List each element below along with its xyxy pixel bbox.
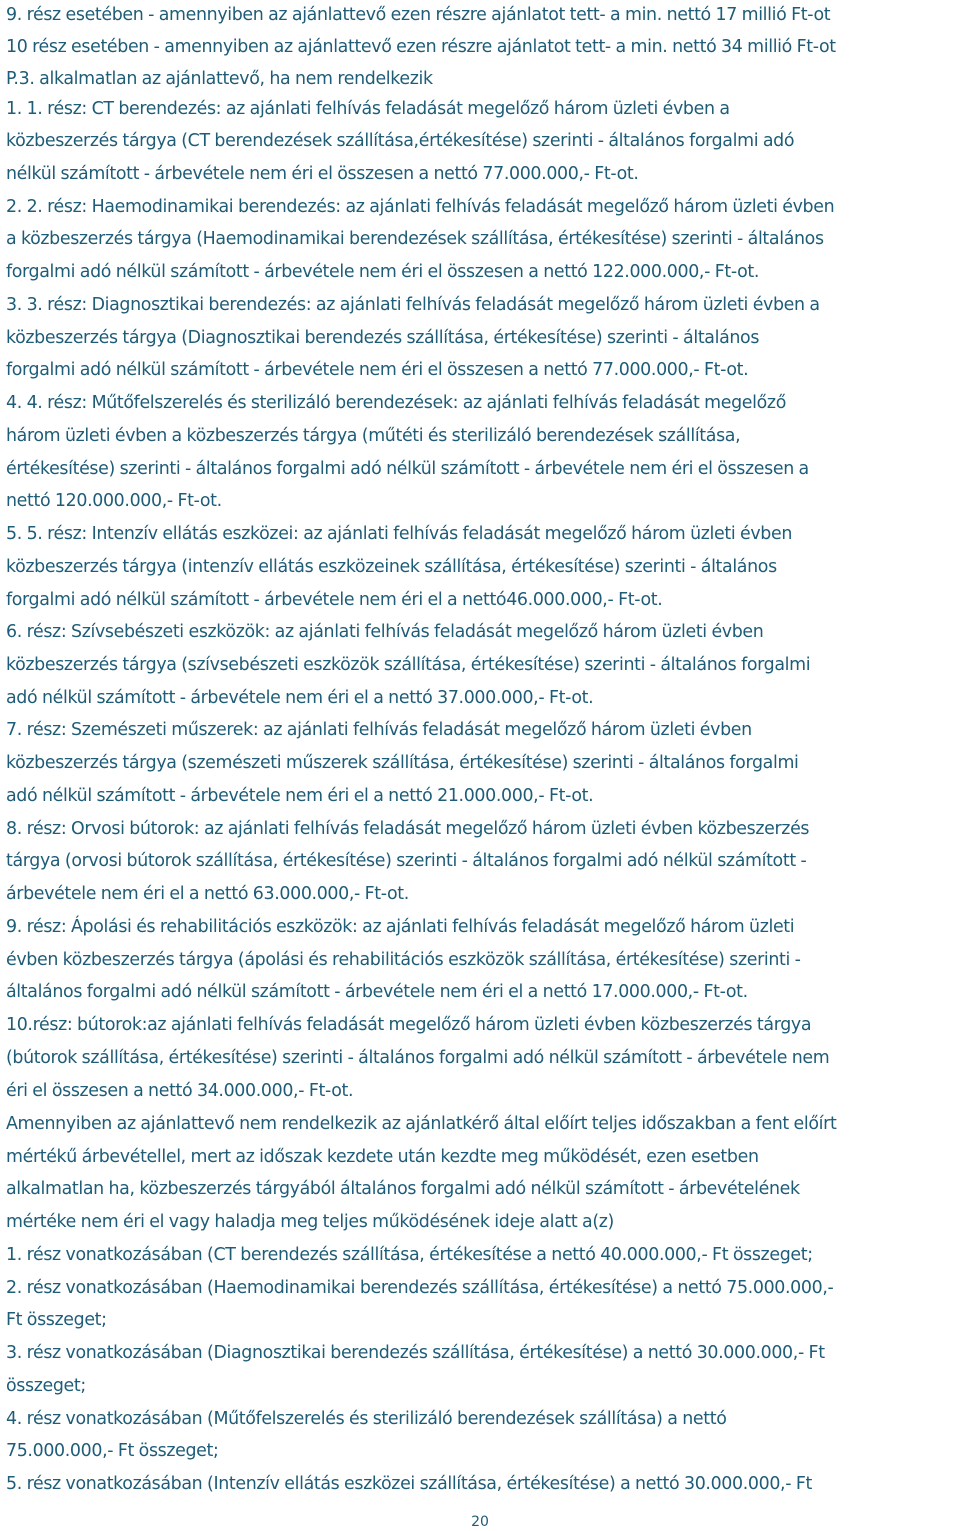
text-line: közbeszerzés tárgya (szívsebészeti eszközök szállítása, értékesítése) szerinti - általános forgalmi bbox=[6, 655, 811, 675]
text-line: közbeszerzés tárgya (CT berendezések szállítása,értékesítése) szerinti - általános forgalmi adó bbox=[6, 131, 795, 151]
text-line: forgalmi adó nélkül számított - árbevétele nem éri el a nettó46.000.000,- Ft-ot. bbox=[6, 590, 663, 610]
text-line: Ft összeget; bbox=[6, 1310, 107, 1330]
text-line: mértéke nem éri el vagy haladja meg teljes működésének ideje alatt a(z) bbox=[6, 1212, 614, 1232]
text-line: 8. rész: Orvosi bútorok: az ajánlati felhívás feladását megelőző három üzleti évben közbeszerzés bbox=[6, 819, 810, 839]
text-line: 9. rész: Ápolási és rehabilitációs eszközök: az ajánlati felhívás feladását megelőző három üzleti bbox=[6, 917, 795, 937]
text-line: forgalmi adó nélkül számított - árbevétele nem éri el összesen a nettó 77.000.000,- Ft-ot. bbox=[6, 360, 749, 380]
text-line: közbeszerzés tárgya (szemészeti műszerek szállítása, értékesítése) szerinti - általános forgalmi bbox=[6, 753, 799, 773]
text-line: 10 rész esetében - amennyiben az ajánlattevő ezen részre ajánlatot tett- a min. nettó 34 millió Ft-ot bbox=[6, 37, 836, 57]
text-line: tárgya (orvosi bútorok szállítása, értékesítése) szerinti - általános forgalmi adó nélkül számított - bbox=[6, 851, 807, 871]
text-line: a közbeszerzés tárgya (Haemodinamikai berendezések szállítása, értékesítése) szerinti - általános bbox=[6, 229, 824, 249]
text-line: 5. rész vonatkozásában (Intenzív ellátás eszközei szállítása, értékesítése) a nettó 30.000.000,- Ft bbox=[6, 1474, 812, 1494]
text-line: 3. 3. rész: Diagnosztikai berendezés: az ajánlati felhívás feladását megelőző három üzleti évben a bbox=[6, 295, 820, 315]
text-line: 5. 5. rész: Intenzív ellátás eszközei: az ajánlati felhívás feladását megelőző három üzleti évben bbox=[6, 524, 792, 544]
text-line: adó nélkül számított - árbevétele nem éri el a nettó 21.000.000,- Ft-ot. bbox=[6, 786, 594, 806]
text-line: összeget; bbox=[6, 1376, 86, 1396]
text-line: 3. rész vonatkozásában (Diagnosztikai berendezés szállítása, értékesítése) a nettó 30.000.000,- Ft bbox=[6, 1343, 825, 1363]
text-line: 6. rész: Szívsebészeti eszközök: az ajánlati felhívás feladását megelőző három üzleti évben bbox=[6, 622, 764, 642]
text-line: (bútorok szállítása, értékesítése) szerinti - általános forgalmi adó nélkül számított - árbevétele nem bbox=[6, 1048, 830, 1068]
text-line: nélkül számított - árbevétele nem éri el összesen a nettó 77.000.000,- Ft-ot. bbox=[6, 164, 639, 184]
text-line: adó nélkül számított - árbevétele nem éri el a nettó 37.000.000,- Ft-ot. bbox=[6, 688, 594, 708]
text-line: árbevétele nem éri el a nettó 63.000.000,- Ft-ot. bbox=[6, 884, 409, 904]
text-line: 2. rész vonatkozásában (Haemodinamikai berendezés szállítása, értékesítése) a nettó 75.000.000,- bbox=[6, 1278, 834, 1298]
text-line: Amennyiben az ajánlattevő nem rendelkezik az ajánlatkérő által előírt teljes időszakban a fent előírt bbox=[6, 1114, 837, 1134]
text-line: P.3. alkalmatlan az ajánlattevő, ha nem rendelkezik bbox=[6, 69, 433, 89]
document-page bbox=[6, 0, 958, 1531]
text-line: 4. 4. rész: Műtőfelszerelés és sterilizáló berendezések: az ajánlati felhívás feladását megelőző bbox=[6, 393, 786, 413]
page-number: 20 bbox=[471, 1514, 489, 1530]
text-line: közbeszerzés tárgya (intenzív ellátás eszközeinek szállítása, értékesítése) szerinti - általános bbox=[6, 557, 777, 577]
text-line: 7. rész: Szemészeti műszerek: az ajánlati felhívás feladását megelőző három üzleti évben bbox=[6, 720, 752, 740]
text-line: évben közbeszerzés tárgya (ápolási és rehabilitációs eszközök szállítása, értékesítése) szerinti - bbox=[6, 950, 801, 970]
text-line: 4. rész vonatkozásában (Műtőfelszerelés és sterilizáló berendezések szállítása) a nettó bbox=[6, 1409, 727, 1429]
text-line: 75.000.000,- Ft összeget; bbox=[6, 1441, 219, 1461]
text-line: általános forgalmi adó nélkül számított - árbevétele nem éri el a nettó 17.000.000,- Ft-ot. bbox=[6, 982, 748, 1002]
text-line: értékesítése) szerinti - általános forgalmi adó nélkül számított - árbevétele nem éri el összesen a bbox=[6, 459, 809, 479]
text-line: alkalmatlan ha, közbeszerzés tárgyából általános forgalmi adó nélkül számított - árbevételének bbox=[6, 1179, 800, 1199]
text-line: 10.rész: bútorok:az ajánlati felhívás feladását megelőző három üzleti évben közbeszerzés tárgya bbox=[6, 1015, 812, 1035]
text-line: forgalmi adó nélkül számított - árbevétele nem éri el összesen a nettó 122.000.000,- Ft-ot. bbox=[6, 262, 760, 282]
text-line: 9. rész esetében - amennyiben az ajánlattevő ezen részre ajánlatot tett- a min. nettó 17 millió Ft-ot bbox=[6, 5, 831, 25]
text-line: 1. rész vonatkozásában (CT berendezés szállítása, értékesítése a nettó 40.000.000,- Ft összeget; bbox=[6, 1245, 813, 1265]
text-line: közbeszerzés tárgya (Diagnosztikai berendezés szállítása, értékesítése) szerinti - általános bbox=[6, 328, 760, 348]
text-line: 2. 2. rész: Haemodinamikai berendezés: az ajánlati felhívás feladását megelőző három üzleti évben bbox=[6, 197, 835, 217]
text-line: nettó 120.000.000,- Ft-ot. bbox=[6, 491, 222, 511]
text-line: éri el összesen a nettó 34.000.000,- Ft-ot. bbox=[6, 1081, 354, 1101]
text-line: 1. 1. rész: CT berendezés: az ajánlati felhívás feladását megelőző három üzleti évben a bbox=[6, 99, 730, 119]
text-line: három üzleti évben a közbeszerzés tárgya (műtéti és sterilizáló berendezések szállítása, bbox=[6, 426, 741, 446]
text-line: mértékű árbevétellel, mert az időszak kezdete után kezdte meg működését, ezen esetben bbox=[6, 1147, 759, 1167]
